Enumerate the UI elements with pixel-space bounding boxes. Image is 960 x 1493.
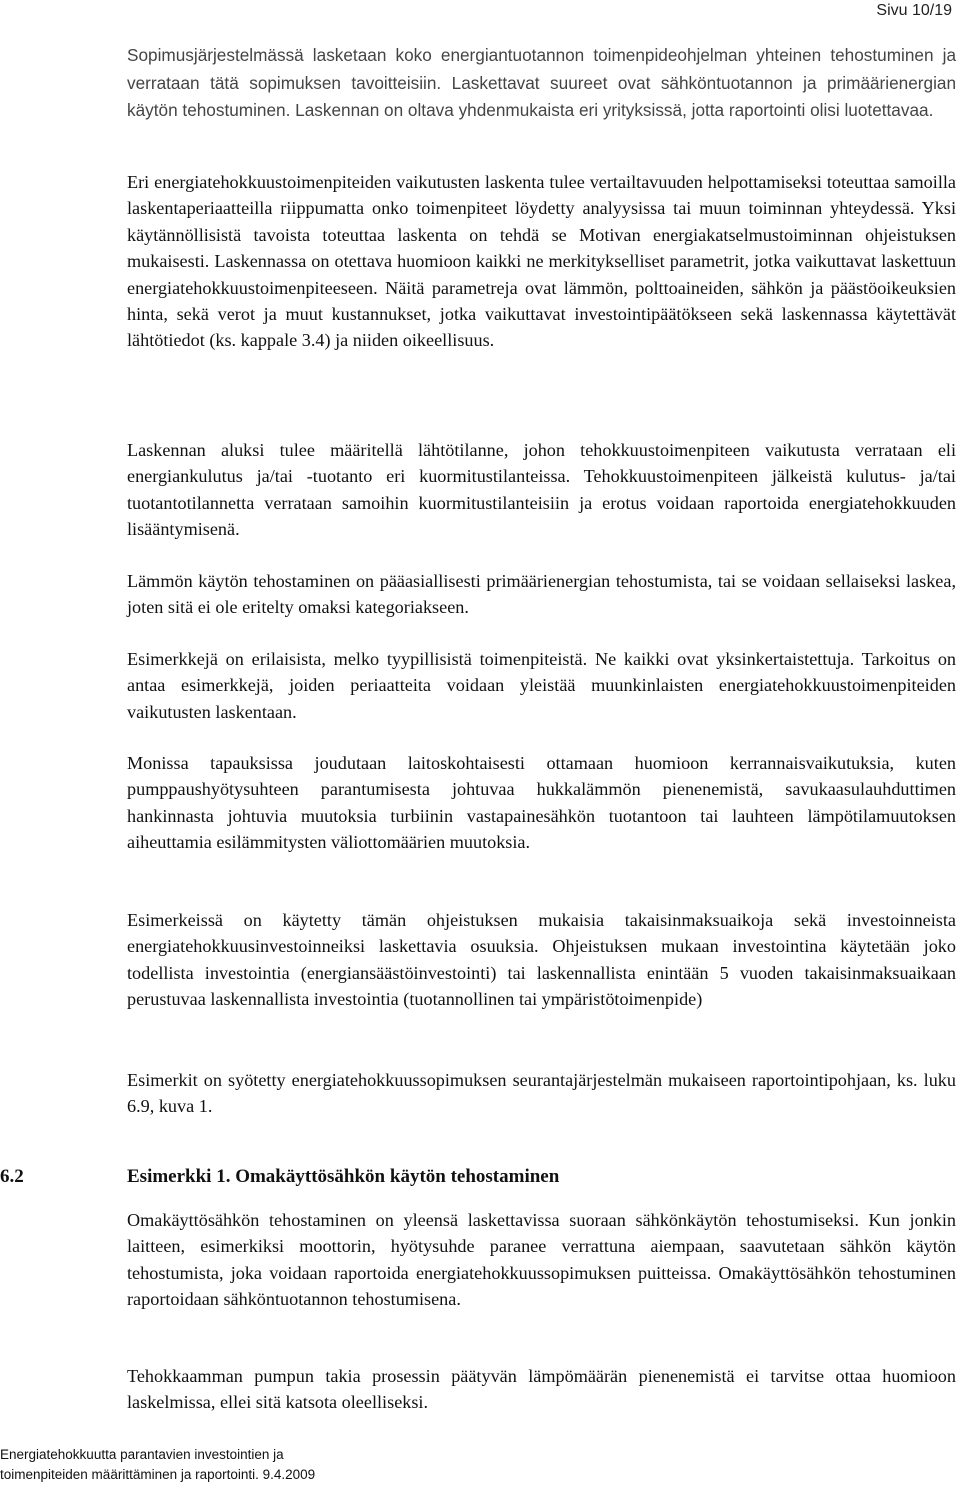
paragraph-payback: Esimerkeissä on käytetty tämän ohjeistuksen mukaisia takaisinmaksuaikoja sekä investoinneista energiatehokkuusinvestoinneiksi laskettavia osuuksia. Ohjeistuksen mukaan investointina käytetään joko todellista investointia (energiansäästöinvestointi) tai laskennallista enintään 5 vuoden takaisinmaksuaikaan perustuvaa laskennallista investointia (tuotannollinen tai ympäristötoimenpide) [127,910,956,1010]
footer-line-1: Energiatehokkuutta parantavien investointien ja [0,1447,284,1462]
page-footer [0,1445,315,1485]
paragraph-baseline: Laskennan aluksi tulee määritellä lähtötilanne, johon tehokkuustoimenpiteen vaikutusta verrataan eli energiankulutus ja/tai -tuotanto eri kuormitustilanteissa. Tehokkuustoimenpiteen jälkeistä kulutus- ja/tai tuotantotilannetta verrataan samoihin kuormitustilanteisiin ja erotus voidaan raportoida energiatehokkuuden lisääntymisenä. [127,440,956,540]
paragraph-side-effects: Monissa tapauksissa joudutaan laitoskohtaisesti ottamaan huomioon kerrannaisvaikutuksia, kuten pumppaushyötysuhteen parantumisesta johtuvaa hukkalämmön pienenemistä, savukaasulauhduttimen hankinnasta johtuvia muutoksia turbiinin vastapainesähkön tuotantoon tai lauhteen lämpötilamuutoksen aiheuttamia esilämmitysten väliottomäärien muutoksia. [127,753,956,853]
paragraph-calculation-principles: Eri energiatehokkuustoimenpiteiden vaikutusten laskenta tulee vertailtavuuden helpottamiseksi toteuttaa samoilla laskentaperiaatteilla riippumatta onko toimenpiteet löydetty analyysissa tai muun toiminnan yhteydessä. Yksi käytännöllisistä tavoista toteuttaa laskenta on tehdä se Motivan energiakatselmustoiminnan ohjeistuksen mukaisesti. Laskennassa on otettava huomioon kaikki ne merkitykselliset parametrit, jotka vaikuttavat laskettuun energiatehokkuustoimenpiteeseen. Näitä parametreja ovat lämmön, polttoaineiden, sähkön ja päästöoikeuksien hinta, sekä verot ja muut kustannukset, jotka vaikuttavat investointipäätökseen sekä laskennassa käytettävät lähtötiedot (ks. kappale 3.4) ja niiden oikeellisuus. [127,172,956,351]
paragraph-reporting: Esimerkit on syötetty energiatehokkuussopimuksen seurantajärjestelmän mukaiseen raportointipohjaan, ks. luku 6.9, kuva 1. [127,1070,956,1117]
page-number: Sivu 10/19 [876,2,952,19]
section-number: 6.2 [0,1166,24,1187]
paragraph-heat-use: Lämmön käytön tehostaminen on pääasiallisesti primäärienergian tehostumista, tai se voidaan sellaiseksi laskea, joten sitä ei ole eritelty omaksi kategoriakseen. [127,571,956,618]
section-title: Esimerkki 1. Omakäyttösähkön käytön tehostaminen [127,1166,560,1187]
footer-line-2: toimenpiteiden määrittäminen ja raportointi. 9.4.2009 [0,1467,316,1482]
intro-paragraph: Sopimusjärjestelmässä lasketaan koko energiantuotannon toimenpideohjelman yhteinen tehostuminen ja verrataan tätä sopimuksen tavoitteisiin. Laskettavat suureet ovat sähköntuotannon ja primäärienergian käytön tehostuminen. Laskennan on oltava yhdenmukaista eri yrityksissä, jotta raportointi olisi luotettavaa. [127,45,956,120]
paragraph-examples: Esimerkkejä on erilaisista, melko tyypillisistä toimenpiteistä. Ne kaikki ovat yksinkertaistettuja. Tarkoitus on antaa esimerkkejä, joiden periaatteita voidaan yleistää muunkinlaisten energiatehokkuustoimenpiteiden vaikutusten laskentaan. [127,649,956,722]
section-paragraph-pump: Tehokkaamman pumpun takia prosessin päätyvän lämpömäärän pienenemistä ei tarvitse ottaa huomioon laskelmissa, ellei sitä katsota oleelliseksi. [127,1366,956,1413]
section-paragraph-electricity: Omakäyttösähkön tehostaminen on yleensä laskettavissa suoraan sähkönkäytön tehostumiseksi. Kun jonkin laitteen, esimerkiksi moottorin, hyötysuhde paranee verrattuna aiempaan, saavutetaan sähkön käytön tehostumista, joka voidaan raportoida energiatehokkuussopimuksen puitteissa. Omakäyttösähkön tehostuminen raportoidaan sähköntuotannon tehostumisena. [127,1210,956,1310]
